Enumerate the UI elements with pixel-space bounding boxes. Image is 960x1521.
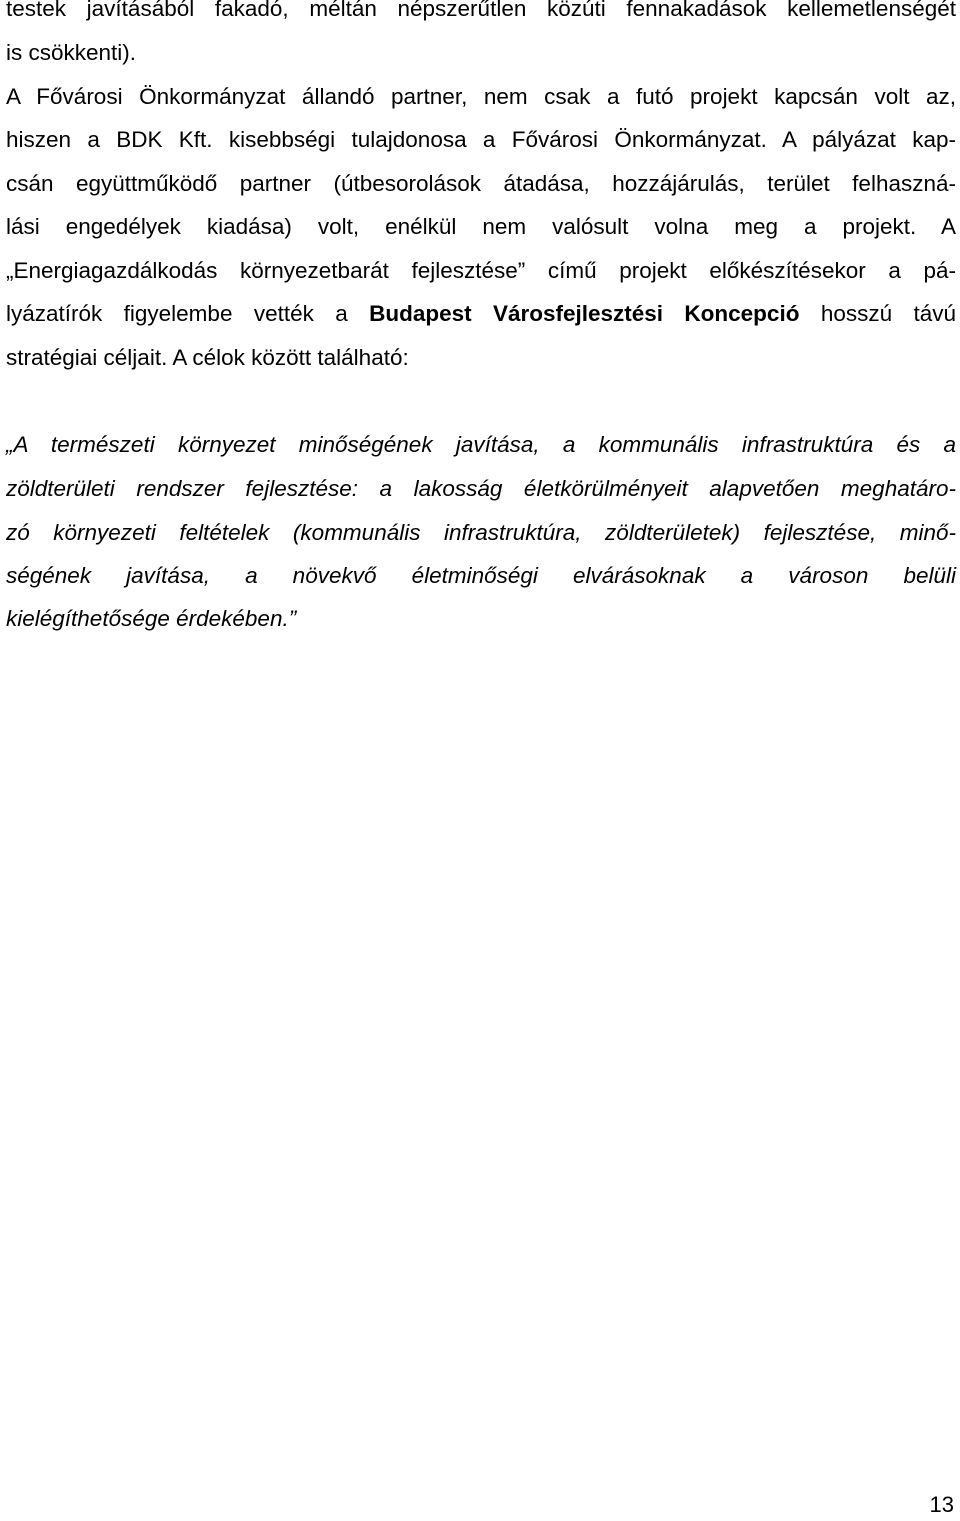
body-line-1: testek javításából fakadó, méltán népszerűtlen közúti fennakadások kellemetlenségét xyxy=(6,0,956,21)
body-line-8 xyxy=(6,299,956,329)
concept-title: Budapest Városfejlesztési Koncepció xyxy=(369,301,800,326)
body-line-6: lási engedélyek kiadása) volt, enélkül nem valósult volna meg a projekt. A xyxy=(6,214,956,239)
body-line-5: csán együttműködő partner (útbesorolások átadása, hozzájárulás, terület felhaszná- xyxy=(6,171,956,196)
page-number: 13 xyxy=(929,1492,954,1517)
quote-line-5: kielégíthetősége érdekében.” xyxy=(6,606,297,631)
quote-line-4: ségének javítása, a növekvő életminőségi elvárásoknak a városon belüli xyxy=(6,563,956,588)
body-line-8-start: lyázatírók figyelembe vették a xyxy=(6,301,348,326)
body-line-8-end: hosszú távú xyxy=(820,301,956,326)
quote-line-3: zó környezeti feltételek (kommunális infrastruktúra, zöldterületek) fejlesztése, minő- xyxy=(6,520,956,545)
body-line-9: stratégiai céljait. A célok között található: xyxy=(6,345,409,370)
body-line-2: is csökkenti). xyxy=(6,40,137,65)
body-line-7: „Energiagazdálkodás környezetbarát fejlesztése” című projekt előkészítésekor a pá- xyxy=(6,258,956,283)
body-line-3: A Fővárosi Önkormányzat állandó partner, nem csak a futó projekt kapcsán volt az, xyxy=(6,84,956,109)
quote-line-2: zöldterületi rendszer fejlesztése: a lakosság életkörülményeit alapvetően meghatáro- xyxy=(6,476,956,501)
quote-line-1: „A természeti környezet minőségének javítása, a kommunális infrastruktúra és a xyxy=(6,432,956,457)
body-line-4: hiszen a BDK Kft. kisebbségi tulajdonosa a Fővárosi Önkormányzat. A pályázat kap- xyxy=(6,127,956,152)
